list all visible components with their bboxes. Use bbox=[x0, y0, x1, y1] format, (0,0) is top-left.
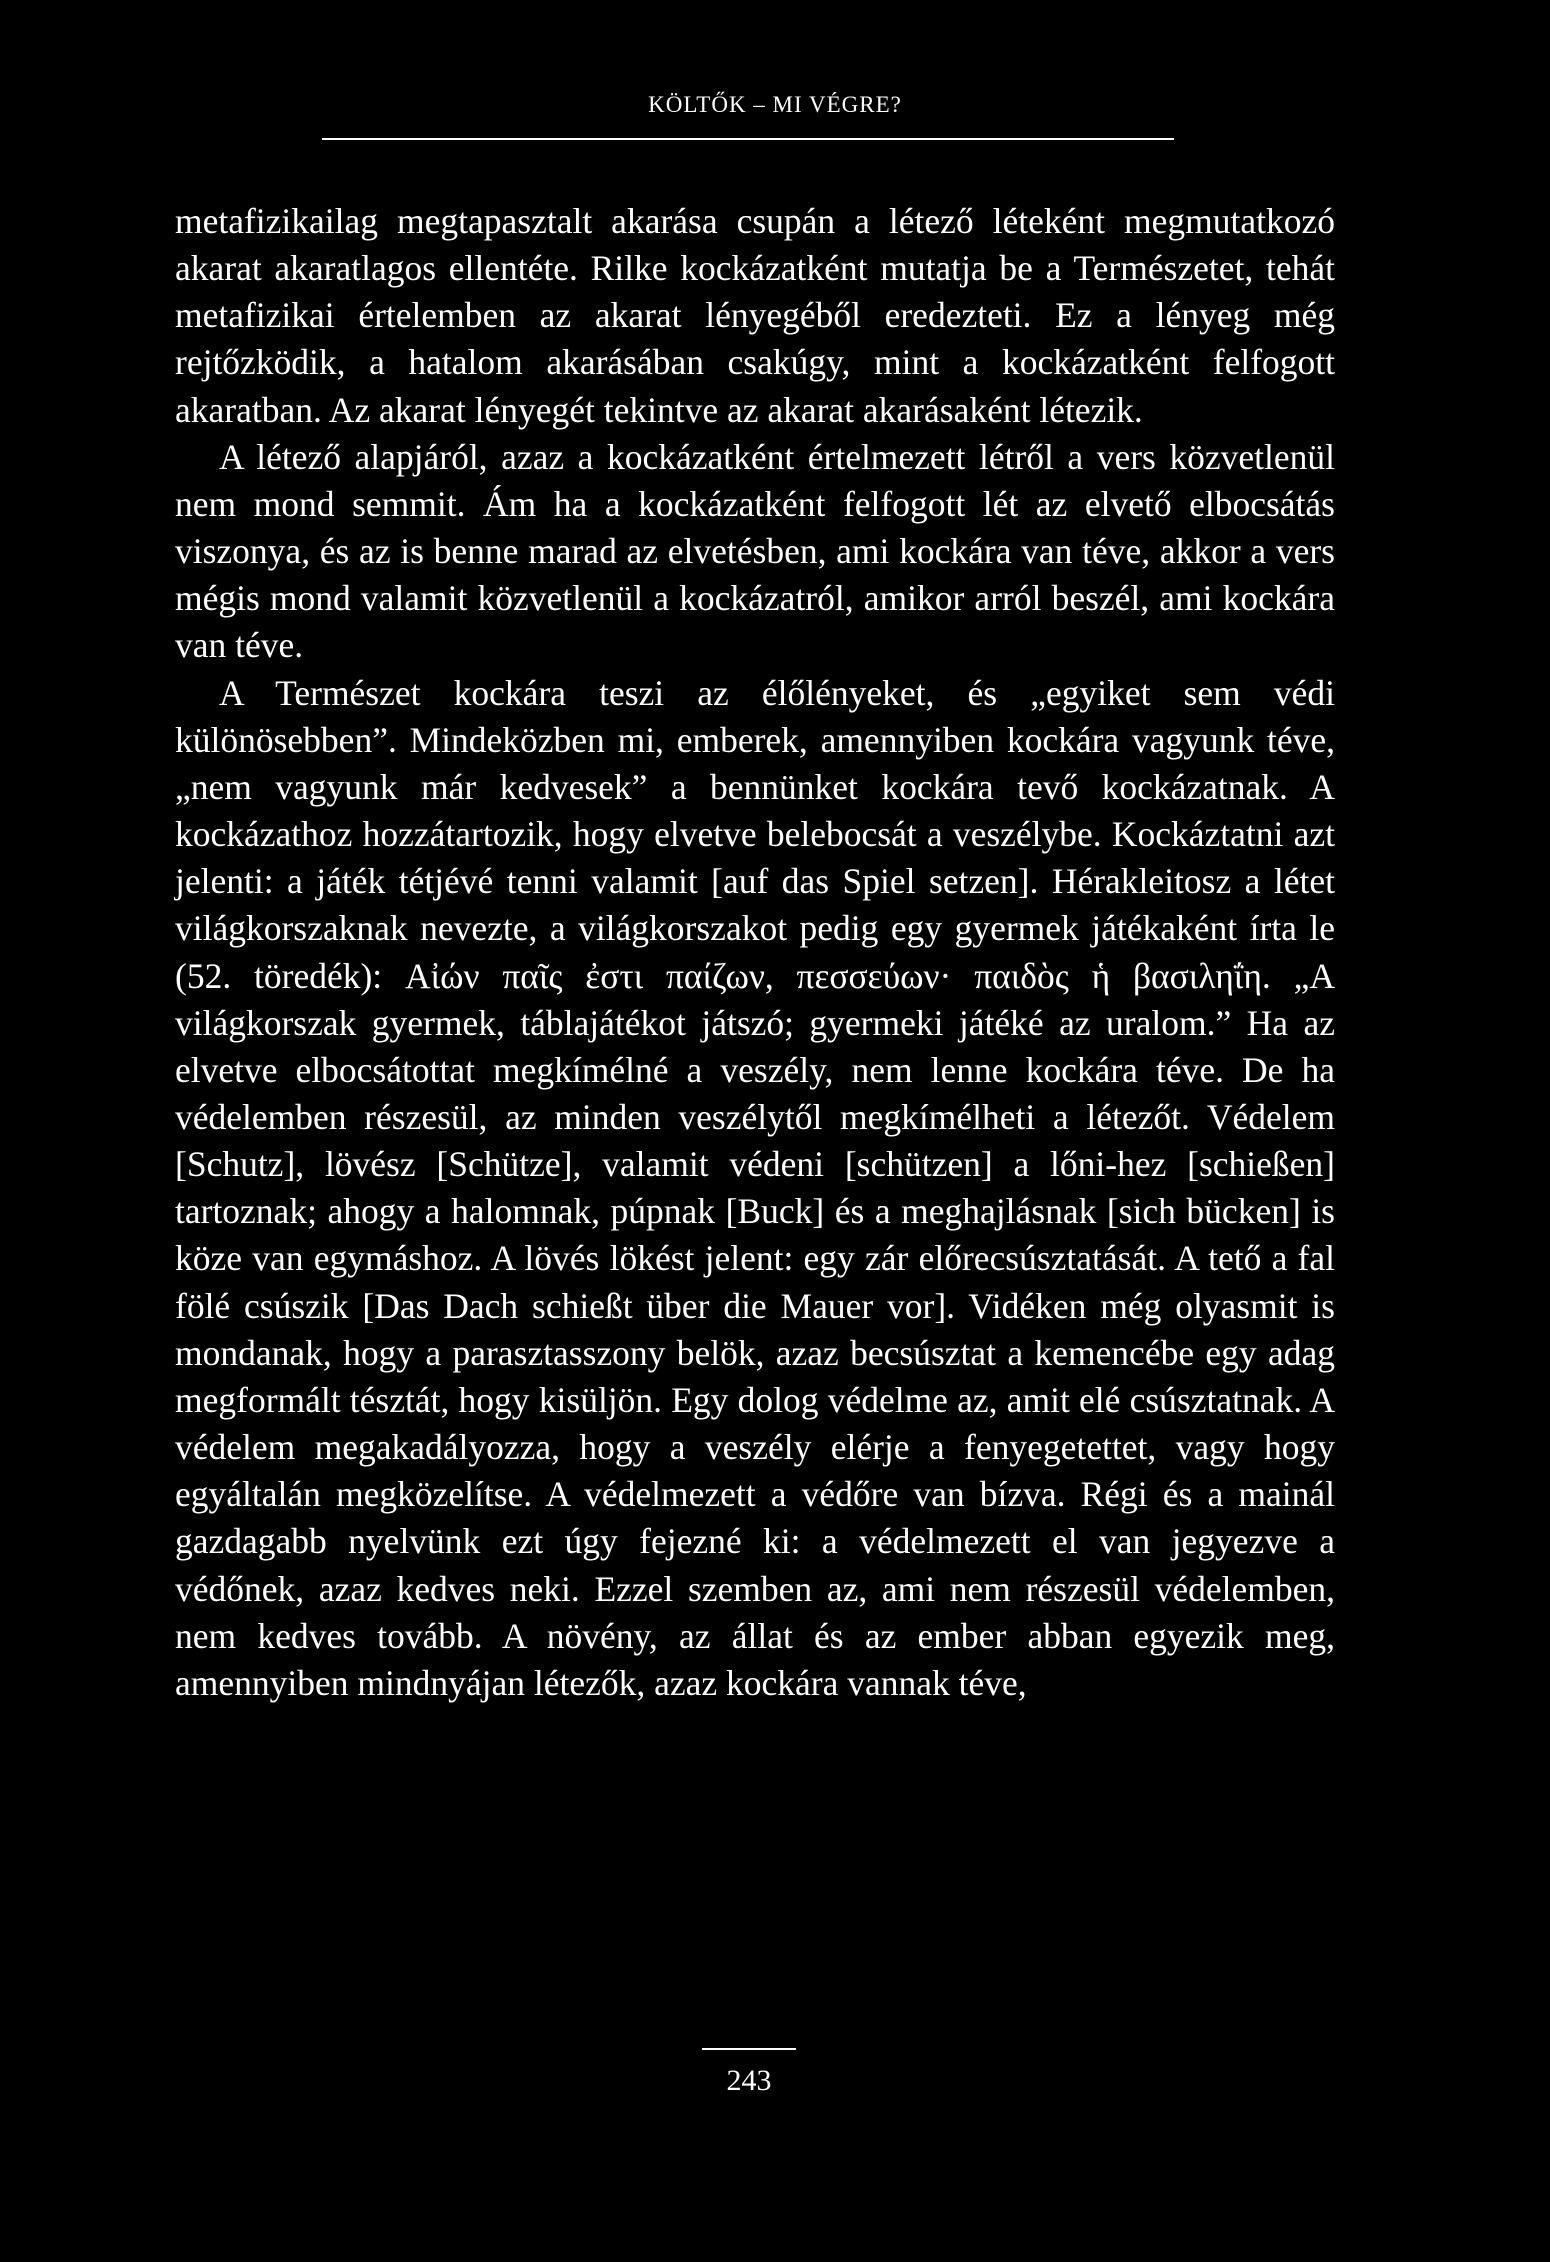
paragraph: A létező alapjáról, azaz a kockázatként értelmezett létről a vers közvetlenül nem mond semmit. Ám ha a kockázatként felfogott lét az elvető elbocsátás viszonya, és az is benne marad az elvetésben, ami kockára van téve, akkor a vers mégis mond valamit közvetlenül a kockázatról, amikor arról beszél, ami kockára van téve. bbox=[175, 436, 1335, 666]
footer-rule bbox=[702, 2048, 796, 2050]
paragraph: metafizikailag megtapasztalt akarása csupán a létező léteként megmutatkozó akarat akaratlagos ellentéte. Rilke kockázatként mutatja be a Természetet, tehát metafizikai értelemben az akarat lényegéből eredezteti. Ez a lényeg még rejtőzködik, a hatalom akarásában csakúgy, mint a kockázatként felfogott akaratban. Az akarat lényegét tekintve az akarat akarásaként létezik. bbox=[175, 201, 1335, 430]
running-header: KÖLTŐK – MI VÉGRE? bbox=[648, 92, 902, 117]
header-rule bbox=[322, 138, 1174, 140]
page-number: 243 bbox=[726, 2064, 772, 2097]
paragraph: A Természet kockára teszi az élőlényeket, és „egyiket sem védi különösebben”. Mindeközben mi, emberek, amennyiben kockára vagyunk téve, „nem vagyunk már kedvesek” a bennünket kockára tevő kockázatnak. A kockázathoz hozzátartozik, hogy elvetve belebocsát a veszélybe. Kockáztatni azt jelenti: a játék tétjévé tenni valamit [auf das Spiel setzen]. Hérakleitosz a létet világkorszaknak nevezte, a világkorszakot pedig egy gyermek játékaként írta le (52. töredék): Αἰών παῖς ἐστι παίζων, πεσσεύων· παιδὸς ἡ βασιληΐη. „A világkorszak gyermek, táblajátékot játszó; gyermeki játéké az uralom.” Ha az elvetve elbocsátottat megkímélné a veszély, nem lenne kockára téve. De ha védelemben részesül, az minden veszélytől megkímélheti a létezőt. Védelem [Schutz], lövész [Schütze], valamit védeni [schützen] a lőni-hez [schießen] tartoznak; ahogy a halomnak, púpnak [Buck] és a meghajlásnak [sich bücken] is köze van egymáshoz. A lövés lökést jelent: egy zár előrecsúsztatását. A tető a fal fölé csúszik [Das Dach schießt über die Mauer vor]. Vidéken még olyasmit is mondanak, hogy a parasztasszony belök, azaz becsúsztat a kemencébe egy adag megformált tésztát, hogy kisüljön. Egy dolog védelme az, amit elé csúsztatnak. A védelem megakadályozza, hogy a veszély elérje a fenyegetettet, vagy hogy egyáltalán megközelítse. A védelmezett a védőre van bízva. Régi és a mainál gazdagabb nyelvünk ezt úgy fejezné ki: a védelmezett el van jegyezve a védőnek, azaz kedves neki. Ezzel szemben az, ami nem részesül védelemben, nem kedves tovább. A növény, az állat és az ember abban egyezik meg, amennyiben mindnyájan létezők, azaz kockára vannak téve, bbox=[175, 672, 1335, 1703]
body-text bbox=[175, 198, 1335, 1707]
